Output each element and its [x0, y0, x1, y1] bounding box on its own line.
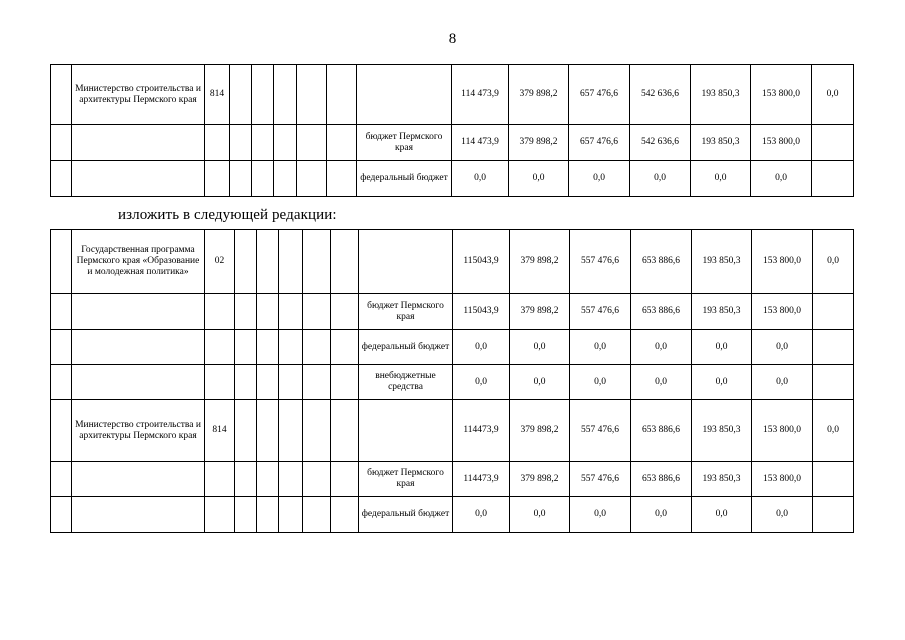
- classification-cell: [303, 294, 331, 330]
- row-index-cell: [51, 230, 72, 294]
- classification-cell: [252, 161, 274, 197]
- amount-cell: 115043,9: [453, 294, 510, 330]
- code-cell: 02: [205, 230, 235, 294]
- classification-cell: [327, 161, 357, 197]
- amount-cell: 0,0: [631, 365, 692, 400]
- amount-cell: 193 850,3: [692, 462, 752, 497]
- amount-cell: 193 850,3: [692, 230, 752, 294]
- program-name-cell: [72, 161, 205, 197]
- classification-cell: [297, 161, 327, 197]
- amount-cell: 0,0: [510, 365, 570, 400]
- amount-cell: 0,0: [630, 161, 691, 197]
- funding-source-cell: [359, 400, 453, 462]
- table-row: [51, 400, 854, 462]
- funding-source-cell: федеральный бюджет: [357, 161, 452, 197]
- classification-cell: [257, 497, 279, 533]
- table-row: [51, 125, 854, 161]
- amount-cell: 153 800,0: [752, 400, 813, 462]
- funding-source-cell: бюджет Пермского края: [359, 462, 453, 497]
- amount-cell: 193 850,3: [691, 65, 751, 125]
- classification-cell: [279, 400, 303, 462]
- classification-cell: [235, 330, 257, 365]
- row-index-cell: [51, 125, 72, 161]
- amount-cell: 653 886,6: [631, 462, 692, 497]
- classification-cell: [257, 365, 279, 400]
- program-name-cell: [72, 125, 205, 161]
- amount-cell: 153 800,0: [751, 65, 812, 125]
- funding-source-cell: федеральный бюджет: [359, 330, 453, 365]
- amount-cell: 657 476,6: [569, 65, 630, 125]
- funding-source-cell: бюджет Пермского края: [359, 294, 453, 330]
- program-name-cell: [72, 462, 205, 497]
- code-cell: [205, 330, 235, 365]
- row-index-cell: [51, 294, 72, 330]
- amount-cell: 379 898,2: [510, 400, 570, 462]
- amount-cell: 0,0: [509, 161, 569, 197]
- classification-cell: [331, 462, 359, 497]
- row-index-cell: [51, 497, 72, 533]
- amount-cell: 0,0: [692, 330, 752, 365]
- program-name-cell: [72, 497, 205, 533]
- amount-cell: 0,0: [691, 161, 751, 197]
- funding-source-cell: федеральный бюджет: [359, 497, 453, 533]
- amount-cell: 0,0: [570, 497, 631, 533]
- funding-source-cell: [357, 65, 452, 125]
- amount-cell: 114 473,9: [452, 125, 509, 161]
- amount-cell: 0,0: [812, 65, 854, 125]
- code-cell: [205, 161, 230, 197]
- amount-cell: [813, 330, 854, 365]
- amount-cell: 0,0: [510, 497, 570, 533]
- table-row: [51, 462, 854, 497]
- amount-cell: 0,0: [569, 161, 630, 197]
- table-row: [51, 161, 854, 197]
- amount-cell: 153 800,0: [752, 462, 813, 497]
- classification-cell: [297, 125, 327, 161]
- row-index-cell: [51, 400, 72, 462]
- classification-cell: [303, 365, 331, 400]
- classification-cell: [331, 497, 359, 533]
- classification-cell: [274, 65, 297, 125]
- table-row: [51, 365, 854, 400]
- classification-cell: [235, 462, 257, 497]
- budget-table-old: [50, 64, 854, 197]
- amount-cell: 0,0: [452, 161, 509, 197]
- code-cell: [205, 125, 230, 161]
- row-index-cell: [51, 161, 72, 197]
- amount-cell: 0,0: [692, 365, 752, 400]
- classification-cell: [230, 125, 252, 161]
- amount-cell: 0,0: [813, 230, 854, 294]
- amount-cell: 542 636,6: [630, 125, 691, 161]
- classification-cell: [331, 400, 359, 462]
- amount-cell: 0,0: [751, 161, 812, 197]
- classification-cell: [235, 497, 257, 533]
- classification-cell: [303, 462, 331, 497]
- classification-cell: [257, 400, 279, 462]
- amount-cell: 379 898,2: [509, 65, 569, 125]
- section-heading: изложить в следующей редакции:: [118, 207, 337, 223]
- classification-cell: [327, 125, 357, 161]
- code-cell: 814: [205, 400, 235, 462]
- amount-cell: 379 898,2: [510, 230, 570, 294]
- classification-cell: [230, 161, 252, 197]
- amount-cell: 0,0: [453, 330, 510, 365]
- classification-cell: [274, 161, 297, 197]
- amount-cell: 114473,9: [453, 462, 510, 497]
- classification-cell: [331, 365, 359, 400]
- amount-cell: 0,0: [631, 330, 692, 365]
- classification-cell: [230, 65, 252, 125]
- amount-cell: 114 473,9: [452, 65, 509, 125]
- amount-cell: 0,0: [510, 330, 570, 365]
- amount-cell: 0,0: [570, 365, 631, 400]
- amount-cell: 653 886,6: [631, 230, 692, 294]
- amount-cell: 193 850,3: [691, 125, 751, 161]
- amount-cell: 0,0: [453, 365, 510, 400]
- classification-cell: [257, 230, 279, 294]
- classification-cell: [279, 330, 303, 365]
- classification-cell: [279, 230, 303, 294]
- amount-cell: 153 800,0: [751, 125, 812, 161]
- classification-cell: [252, 65, 274, 125]
- amount-cell: 653 886,6: [631, 294, 692, 330]
- amount-cell: 153 800,0: [752, 294, 813, 330]
- classification-cell: [279, 497, 303, 533]
- funding-source-cell: внебюджетные средства: [359, 365, 453, 400]
- table-row: [51, 65, 854, 125]
- amount-cell: [813, 497, 854, 533]
- amount-cell: 114473,9: [453, 400, 510, 462]
- code-cell: [205, 294, 235, 330]
- amount-cell: 153 800,0: [752, 230, 813, 294]
- classification-cell: [252, 125, 274, 161]
- classification-cell: [235, 230, 257, 294]
- page-number: 8: [448, 31, 457, 47]
- amount-cell: 0,0: [453, 497, 510, 533]
- classification-cell: [331, 230, 359, 294]
- program-name-cell: [72, 365, 205, 400]
- amount-cell: 115043,9: [453, 230, 510, 294]
- amount-cell: 0,0: [752, 497, 813, 533]
- classification-cell: [279, 294, 303, 330]
- amount-cell: 557 476,6: [570, 294, 631, 330]
- program-name-cell: Министерство строительства и архитектуры Пермского края: [72, 65, 205, 125]
- classification-cell: [327, 65, 357, 125]
- funding-source-cell: бюджет Пермского края: [357, 125, 452, 161]
- amount-cell: 193 850,3: [692, 294, 752, 330]
- classification-cell: [235, 294, 257, 330]
- table-row: [51, 230, 854, 294]
- code-cell: [205, 497, 235, 533]
- amount-cell: 657 476,6: [569, 125, 630, 161]
- classification-cell: [331, 330, 359, 365]
- amount-cell: 0,0: [631, 497, 692, 533]
- amount-cell: 193 850,3: [692, 400, 752, 462]
- table-row: [51, 330, 854, 365]
- amount-cell: [813, 294, 854, 330]
- funding-source-cell: [359, 230, 453, 294]
- classification-cell: [303, 230, 331, 294]
- amount-cell: [812, 161, 854, 197]
- code-cell: [205, 462, 235, 497]
- amount-cell: 557 476,6: [570, 230, 631, 294]
- classification-cell: [331, 294, 359, 330]
- classification-cell: [303, 330, 331, 365]
- amount-cell: [813, 462, 854, 497]
- amount-cell: 542 636,6: [630, 65, 691, 125]
- program-name-cell: Министерство строительства и архитектуры Пермского края: [72, 400, 205, 462]
- row-index-cell: [51, 65, 72, 125]
- amount-cell: 379 898,2: [510, 462, 570, 497]
- classification-cell: [257, 294, 279, 330]
- table-row: [51, 497, 854, 533]
- code-cell: 814: [205, 65, 230, 125]
- amount-cell: 379 898,2: [510, 294, 570, 330]
- classification-cell: [279, 365, 303, 400]
- amount-cell: 0,0: [752, 365, 813, 400]
- classification-cell: [257, 330, 279, 365]
- classification-cell: [257, 462, 279, 497]
- row-index-cell: [51, 330, 72, 365]
- classification-cell: [235, 400, 257, 462]
- amount-cell: 0,0: [692, 497, 752, 533]
- classification-cell: [303, 400, 331, 462]
- amount-cell: 379 898,2: [509, 125, 569, 161]
- classification-cell: [297, 65, 327, 125]
- amount-cell: 653 886,6: [631, 400, 692, 462]
- amount-cell: 0,0: [752, 330, 813, 365]
- classification-cell: [235, 365, 257, 400]
- code-cell: [205, 365, 235, 400]
- amount-cell: [812, 125, 854, 161]
- amount-cell: 557 476,6: [570, 462, 631, 497]
- classification-cell: [274, 125, 297, 161]
- program-name-cell: [72, 294, 205, 330]
- row-index-cell: [51, 365, 72, 400]
- table-row: [51, 294, 854, 330]
- row-index-cell: [51, 462, 72, 497]
- amount-cell: 0,0: [570, 330, 631, 365]
- amount-cell: 557 476,6: [570, 400, 631, 462]
- budget-table-new: [50, 229, 854, 533]
- classification-cell: [279, 462, 303, 497]
- program-name-cell: Государственная программа Пермского края «Образование и молодежная политика»: [72, 230, 205, 294]
- amount-cell: [813, 365, 854, 400]
- amount-cell: 0,0: [813, 400, 854, 462]
- program-name-cell: [72, 330, 205, 365]
- classification-cell: [303, 497, 331, 533]
